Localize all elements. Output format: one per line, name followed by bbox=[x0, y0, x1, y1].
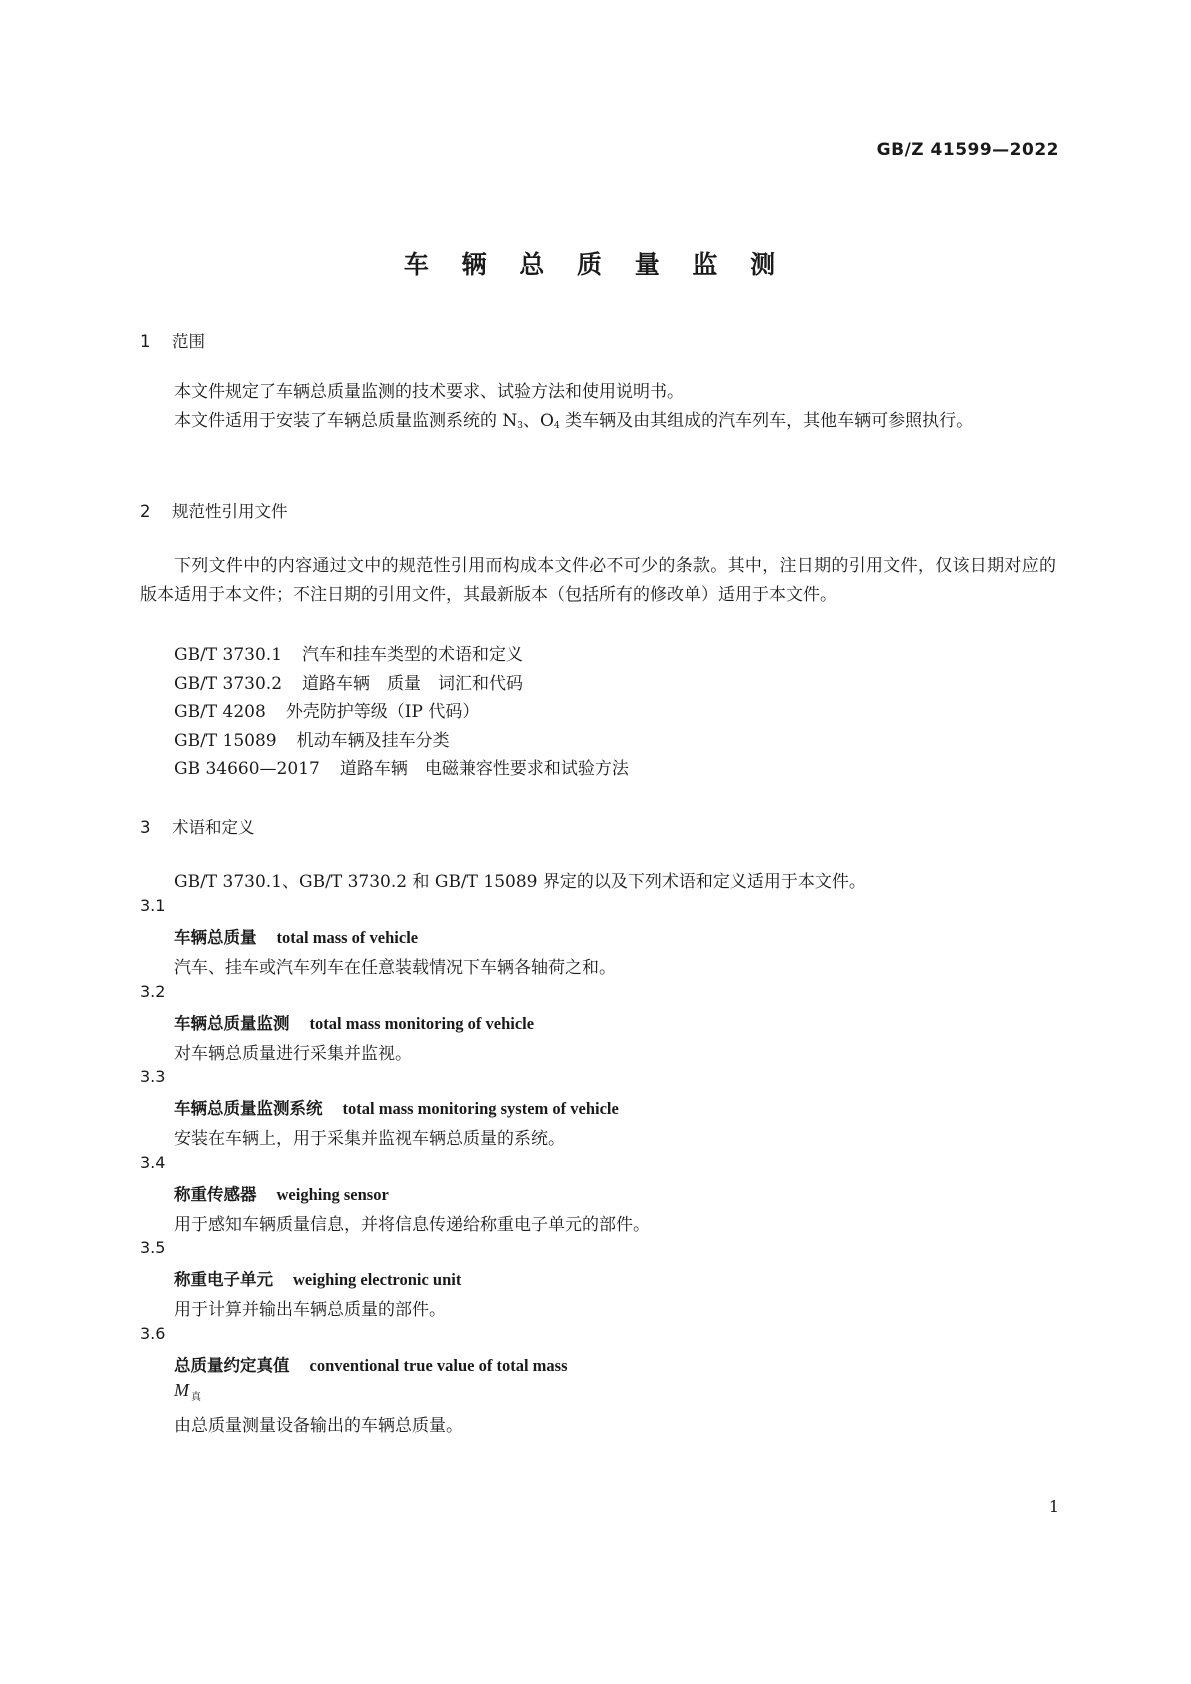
term-definition: 用于感知车辆质量信息，并将信息传递给称重电子单元的部件。 bbox=[174, 1215, 650, 1235]
reference-code: GB/T 4208 bbox=[174, 702, 266, 722]
term-zh: 车辆总质量监测 bbox=[174, 1014, 290, 1033]
term-definition: 安装在车辆上，用于采集并监视车辆总质量的系统。 bbox=[174, 1129, 565, 1149]
reference-title: 外壳防护等级（IP 代码） bbox=[285, 702, 480, 722]
subscript: 3 bbox=[517, 421, 524, 431]
reference-title: 道路车辆 质量 词汇和代码 bbox=[302, 674, 524, 694]
reference-code: GB 34660—2017 bbox=[174, 759, 320, 779]
section-number: 1 bbox=[140, 332, 151, 351]
section-heading-terms-and-definitions bbox=[140, 814, 255, 838]
term-entry bbox=[174, 1266, 461, 1290]
term-entry bbox=[174, 1352, 568, 1376]
paragraph: GB/T 3730.1、GB/T 3730.2 和 GB/T 15089 界定的以及下列术语和定义适用于本文件。 bbox=[174, 872, 866, 892]
section-number: 3 bbox=[140, 818, 151, 837]
term-en: total mass of vehicle bbox=[276, 928, 419, 947]
reference-code: GB/T 3730.2 bbox=[174, 674, 283, 694]
term-zh: 总质量约定真值 bbox=[174, 1356, 290, 1375]
term-zh: 车辆总质量 bbox=[174, 928, 257, 947]
term-en: weighing sensor bbox=[276, 1185, 389, 1204]
clause-number: 3.3 bbox=[140, 1067, 166, 1086]
reference-item bbox=[174, 726, 450, 751]
term-definition: 由总质量测量设备输出的车辆总质量。 bbox=[174, 1416, 463, 1436]
section-title: 术语和定义 bbox=[172, 818, 255, 837]
clause-number: 3.4 bbox=[140, 1153, 166, 1172]
reference-title: 汽车和挂车类型的术语和定义 bbox=[302, 645, 524, 665]
subscript: 4 bbox=[553, 421, 560, 431]
term-symbol: M $_真$ bbox=[174, 1380, 201, 1403]
term-en: conventional true value of total mass bbox=[309, 1356, 568, 1375]
standard-number: GB/Z 41599—2022 bbox=[876, 140, 1059, 160]
term-zh: 称重传感器 bbox=[174, 1185, 257, 1204]
term-en: total mass monitoring system of vehicle bbox=[342, 1099, 619, 1118]
clause-number: 3.6 bbox=[140, 1324, 166, 1343]
paragraph: 下列文件中的内容通过文中的规范性引用而构成本文件必不可少的条款。其中，注日期的引用文件，仅该日期对应的版本适用于本文件；不注日期的引用文件，其最新版本（包括所有的修改单）适用于本文件。 bbox=[140, 556, 1056, 605]
term-en: total mass monitoring of vehicle bbox=[309, 1014, 535, 1033]
reference-item bbox=[174, 669, 523, 694]
symbol-subscript: 真 bbox=[191, 1392, 201, 1403]
term-entry bbox=[174, 1095, 619, 1119]
reference-code: GB/T 15089 bbox=[174, 731, 277, 751]
term-en: weighing electronic unit bbox=[293, 1270, 462, 1289]
clause-number: 3.1 bbox=[140, 896, 166, 915]
term-entry bbox=[174, 924, 418, 948]
section-heading-scope bbox=[140, 328, 205, 352]
reference-item bbox=[174, 697, 479, 722]
section-title: 规范性引用文件 bbox=[172, 502, 288, 521]
term-definition: 用于计算并输出车辆总质量的部件。 bbox=[174, 1300, 446, 1320]
paragraph: 本文件适用于安装了车辆总质量监测系统的 $N_3$、$O_4$ 类车辆及由其组成的汽车列车，其他车辆可参照执行。 bbox=[174, 411, 974, 431]
section-number: 2 bbox=[140, 502, 151, 521]
reference-title: 道路车辆 电磁兼容性要求和试验方法 bbox=[339, 759, 629, 779]
clause-number: 3.5 bbox=[140, 1238, 166, 1257]
page-number: 1 bbox=[1048, 1497, 1059, 1516]
paragraph: 本文件规定了车辆总质量监测的技术要求、试验方法和使用说明书。 bbox=[174, 382, 684, 402]
reference-code: GB/T 3730.1 bbox=[174, 645, 283, 665]
section-heading-normative-references bbox=[140, 498, 288, 522]
term-entry bbox=[174, 1181, 389, 1205]
clause-number: 3.2 bbox=[140, 982, 166, 1001]
reference-item bbox=[174, 754, 629, 779]
term-zh: 车辆总质量监测系统 bbox=[174, 1099, 323, 1118]
term-definition: 对车辆总质量进行采集并监视。 bbox=[174, 1044, 412, 1064]
section-title: 范围 bbox=[172, 332, 205, 351]
term-entry bbox=[174, 1010, 534, 1034]
term-zh: 称重电子单元 bbox=[174, 1270, 273, 1289]
term-definition: 汽车、挂车或汽车列车在任意装载情况下车辆各轴荷之和。 bbox=[174, 958, 616, 978]
document-title: 车 辆 总 质 量 监 测 bbox=[403, 250, 788, 279]
reference-title: 机动车辆及挂车分类 bbox=[296, 731, 450, 751]
reference-item bbox=[174, 640, 523, 665]
